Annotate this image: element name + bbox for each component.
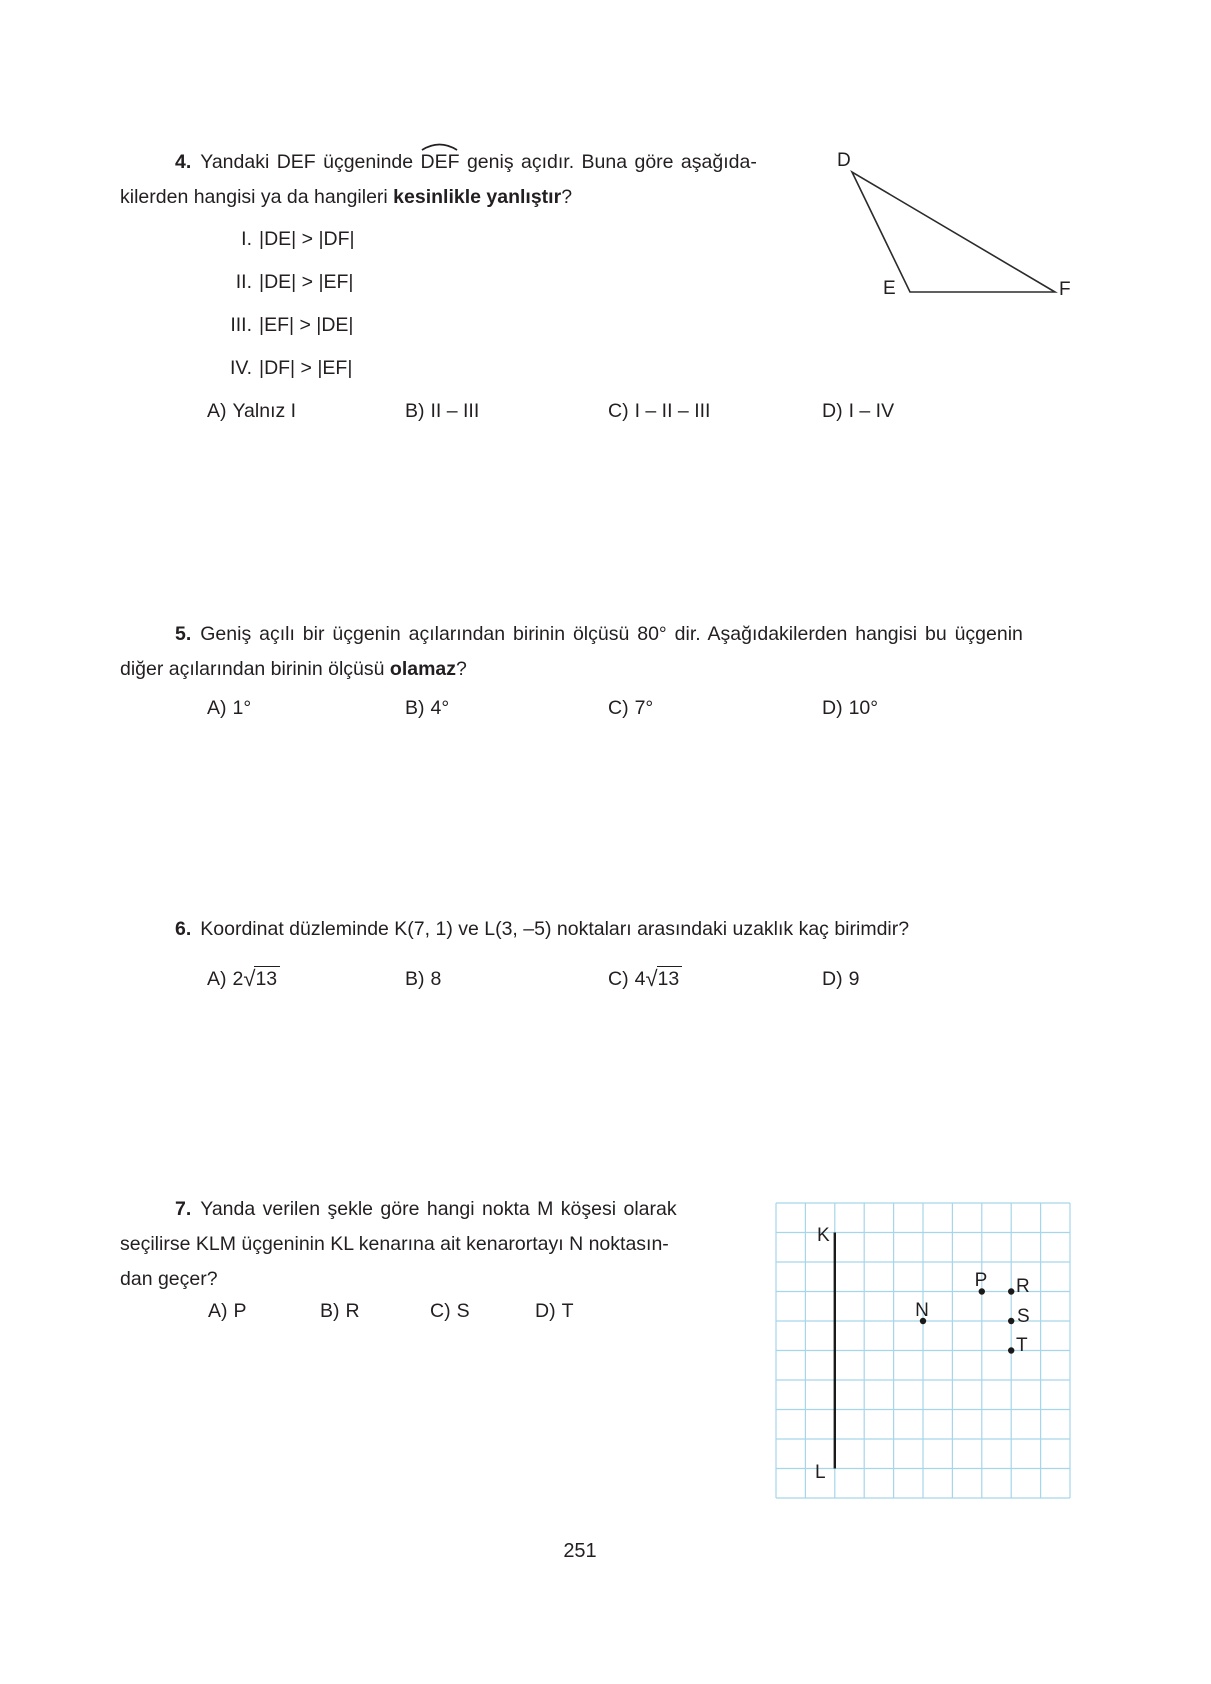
option-label: A): [207, 968, 227, 990]
option-text: 1°: [232, 697, 252, 719]
option-label: A): [208, 1300, 228, 1322]
q6-option-a: [207, 968, 280, 991]
option-coefficient: 4: [634, 968, 646, 990]
item-numeral: IV.: [229, 357, 252, 379]
q7-option-c: [430, 1300, 470, 1323]
option-text: 10°: [848, 697, 879, 719]
option-text: T: [561, 1300, 574, 1322]
q7-text-line1: [175, 1197, 677, 1221]
q4-line2-post: ?: [561, 186, 573, 208]
q4-option-b: [405, 400, 479, 423]
point-s: [1008, 1318, 1014, 1324]
q6-text-line1: [175, 917, 909, 941]
q4-option-c: [608, 400, 710, 423]
q6-line1-text: Koordinat düzleminde K(7, 1) ve L(3, –5) noktaları arasındaki uzaklık kaç birimdir?: [200, 918, 910, 940]
option-text: 7°: [634, 697, 654, 719]
q7-line2-text: seçilirse KLM üçgeninin KL kenarına ait kenarortayı N noktasın-: [120, 1233, 669, 1255]
option-label: A): [207, 400, 227, 422]
point-label-s: S: [1017, 1306, 1030, 1327]
option-label: B): [405, 697, 425, 719]
option-text: II – III: [430, 400, 480, 422]
point-label-l: L: [815, 1462, 826, 1483]
option-label: B): [405, 400, 425, 422]
q7-option-b: [320, 1300, 360, 1323]
q4-option-d: [822, 400, 894, 423]
q5-text-line1: [175, 622, 1023, 646]
option-label: C): [608, 968, 629, 990]
q4-line1-post: geniş açıdır. Buna göre aşağıda-: [459, 151, 757, 173]
option-text: 4°: [430, 697, 450, 719]
q5-number: 5.: [175, 623, 192, 645]
q5-line1-text: Geniş açılı bir üçgenin açılarından birinin ölçüsü 80° dir. Aşağıdakilerden hangisi bu üçgenin: [200, 623, 1023, 645]
point-r: [1008, 1288, 1014, 1294]
q6-option-d: [822, 968, 859, 991]
option-label: D): [822, 697, 843, 719]
q4-line1-pre: Yandaki DEF üçgeninde: [200, 151, 421, 173]
radicand: 13: [254, 966, 280, 990]
page-number: 251: [563, 1540, 597, 1562]
option-label: D): [822, 968, 843, 990]
q5-option-b: [405, 697, 449, 720]
option-label: A): [207, 697, 227, 719]
q7-option-d: [535, 1300, 574, 1323]
option-text: R: [345, 1300, 360, 1322]
q5-line2-post: ?: [456, 658, 467, 680]
item-expression: |DF| > |EF|: [259, 357, 353, 379]
q4-line2-bold: kesinlikle yanlıştır: [393, 186, 562, 208]
option-text: S: [456, 1300, 470, 1322]
option-text: I – II – III: [634, 400, 711, 422]
option-coefficient: 2: [232, 968, 244, 990]
q5-option-c: [608, 697, 653, 720]
radicand: 13: [657, 966, 683, 990]
q4-item-3: [214, 314, 354, 337]
radical-symbol: √: [243, 966, 256, 991]
item-numeral: I.: [241, 228, 252, 250]
option-text: 9: [848, 968, 860, 990]
q4-number: 4.: [175, 151, 192, 173]
square-root: [243, 968, 280, 991]
option-label: D): [535, 1300, 556, 1322]
item-numeral: III.: [230, 314, 252, 336]
q6-option-b: [405, 968, 441, 991]
option-label: C): [608, 697, 629, 719]
item-expression: |DE| > |DF|: [259, 228, 355, 250]
option-label: B): [405, 968, 425, 990]
q4-text-line1: [175, 150, 757, 174]
item-expression: |EF| > |DE|: [259, 314, 354, 336]
q4-item-2: [214, 271, 354, 294]
item-expression: |DE| > |EF|: [259, 271, 354, 293]
q5-option-a: [207, 697, 251, 720]
vertex-label-d: D: [837, 150, 851, 171]
vertex-label-e: E: [883, 278, 896, 299]
angle-arc-icon: [420, 142, 459, 151]
q4-line2-pre: kilerden hangisi ya da hangileri: [120, 186, 394, 208]
item-numeral: II.: [235, 271, 252, 293]
point-label-t: T: [1016, 1335, 1028, 1356]
square-root: [645, 968, 682, 991]
triangle-def-outline: [852, 172, 1055, 292]
grid-figure: [770, 1195, 1080, 1507]
q4-angle-def: [421, 150, 460, 174]
vertex-label-f: F: [1059, 279, 1071, 300]
option-text: I – IV: [848, 400, 895, 422]
option-text: 8: [430, 968, 442, 990]
q6-number: 6.: [175, 918, 192, 940]
q4-item-4: [214, 357, 352, 380]
q7-option-a: [208, 1300, 247, 1323]
option-label: B): [320, 1300, 340, 1322]
point-label-p: P: [974, 1270, 988, 1291]
option-label: C): [608, 400, 629, 422]
option-text: P: [233, 1300, 247, 1322]
q6-option-c: [608, 968, 682, 991]
q4-text-line2: [120, 185, 572, 209]
point-t: [1008, 1347, 1014, 1353]
q4-option-a: [207, 400, 296, 423]
point-label-k: K: [817, 1225, 830, 1246]
q4-angle-label: DEF: [420, 151, 460, 173]
q5-line2-bold: olamaz: [389, 658, 457, 680]
q5-text-line2: [120, 657, 467, 681]
q7-number: 7.: [175, 1198, 192, 1220]
point-label-n: N: [915, 1300, 929, 1321]
q4-item-1: [214, 228, 355, 251]
triangle-figure: [780, 135, 1080, 310]
q7-line1-text: Yanda verilen şekle göre hangi nokta M köşesi olarak: [200, 1198, 677, 1220]
point-label-r: R: [1016, 1276, 1030, 1297]
radical-symbol: √: [645, 966, 658, 991]
q7-text-line3: [120, 1267, 218, 1291]
option-text: Yalnız I: [232, 400, 297, 422]
q7-line3-text: dan geçer?: [120, 1268, 218, 1290]
q5-option-d: [822, 697, 878, 720]
option-label: C): [430, 1300, 451, 1322]
option-label: D): [822, 400, 843, 422]
q5-line2-pre: diğer açılarından birinin ölçüsü: [120, 658, 390, 680]
q7-text-line2: [120, 1232, 669, 1256]
